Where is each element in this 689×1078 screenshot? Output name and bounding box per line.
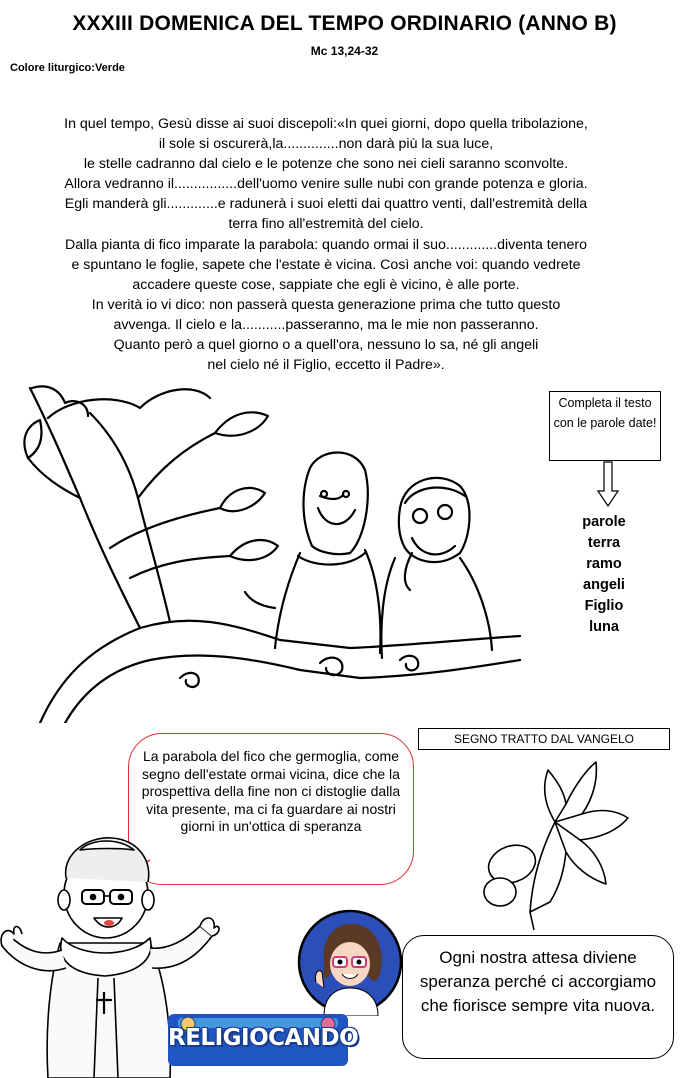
logo-text: RELIGIOCANDO	[168, 1025, 359, 1051]
gospel-line: In quel tempo, Gesù disse ai suoi discepoli:«In quei giorni, dopo quella tribolazione,	[64, 116, 588, 132]
word-bank-item: Figlio	[584, 598, 624, 614]
word-bank-item: angeli	[583, 577, 625, 593]
fig-leaf-icon	[470, 752, 635, 932]
gospel-line: accadere queste cose, sappiate che egli è vicino, è alle porte.	[132, 276, 520, 293]
closing-box-text: Ogni nostra attesa diviene speranza perché ci accorgiamo che fiorisce sempre vita nuova.	[419, 948, 657, 1015]
gospel-line: Allora vedranno il................dell'uomo venire sulle nubi con grande potenza e gloria.	[64, 176, 588, 193]
gospel-reference: Mc 13,24-32	[310, 44, 379, 58]
gospel-line: Dalla pianta di fico imparate la parabola: quando ormai il suo.............diventa tenero	[64, 236, 588, 253]
gospel-text	[20, 114, 632, 375]
gospel-line: il sole si oscurerà,la..............non darà più la sua luce,	[158, 136, 494, 153]
gospel-line: e spuntano le foglie, sapete che l'estate è vicina. Così anche voi: quando vedrete	[71, 256, 581, 273]
word-bank-item: ramo	[586, 556, 622, 572]
speech-bubble-text: La parabola del fico che germoglia, come segno dell'estate ormai vicina, dice che la prospettiva della fine non ci distoglie dalla vita presente, ma ci fa guardare ai nostri giorni in un'ottica di speranza	[141, 748, 401, 835]
word-bank-item: terra	[587, 535, 621, 551]
word-bank-item: luna	[589, 619, 619, 635]
instruction-box: Completa il testo con le parole date!	[549, 391, 661, 461]
gospel-line: In verità io vi dico: non passerà questa generazione prima che tutto questo	[91, 296, 561, 313]
gospel-line: le stelle cadranno dal cielo e le potenze che sono nei cieli saranno sconvolte.	[83, 156, 569, 173]
avatar-girl-icon	[296, 908, 404, 1016]
segno-label: SEGNO TRATTO DAL VANGELO	[418, 728, 670, 750]
page-title: XXXIII DOMENICA DEL TEMPO ORDINARIO (ANNO B)	[72, 12, 617, 35]
gospel-line: Egli manderà gli.............e radunerà i suoi eletti dai quattro venti, dall'estremità della	[64, 196, 588, 213]
gospel-line: nel cielo né il Figlio, eccetto il Padre».	[207, 357, 445, 374]
gospel-line: avvenga. Il cielo e la...........passeranno, ma le mie non passeranno.	[113, 316, 539, 333]
word-bank	[560, 512, 648, 638]
arrow-down-icon	[597, 461, 619, 507]
liturgical-color: Colore liturgico:Verde	[10, 62, 125, 74]
word-bank-item: parole	[582, 514, 626, 530]
gospel-line: terra fino all'estremità del cielo.	[228, 216, 424, 233]
gospel-line: Quanto però a quel giorno o a quell'ora, nessuno lo sa, né gli angeli	[113, 337, 539, 354]
fig-tree-illustration	[20, 378, 525, 723]
